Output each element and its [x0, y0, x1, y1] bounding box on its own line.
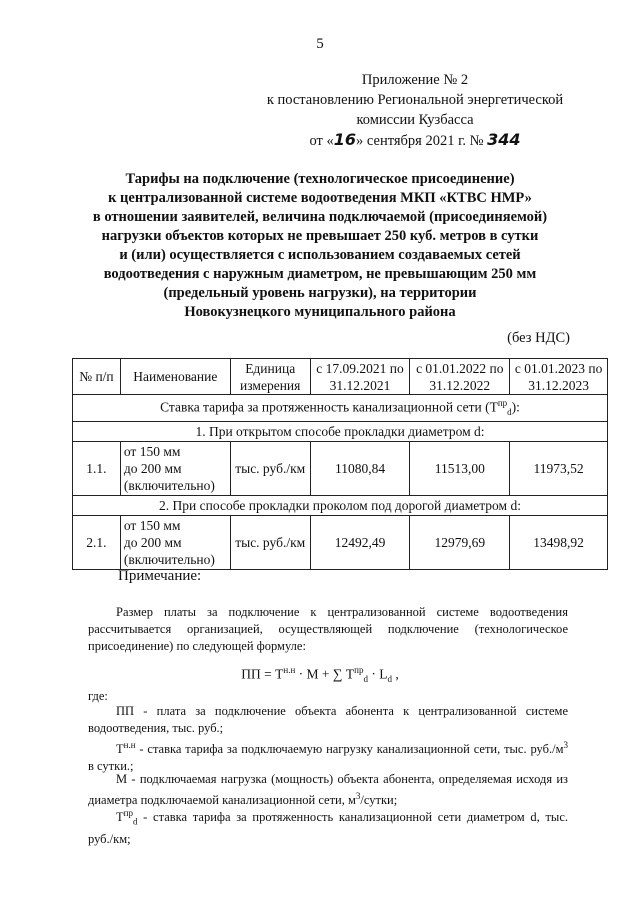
- row-num: 1.1.: [73, 442, 121, 496]
- row-num: 2.1.: [73, 516, 121, 570]
- row-name-line: до 200 мм: [123, 535, 182, 551]
- table-row: [73, 442, 608, 496]
- definition-m: [88, 771, 568, 809]
- definition-tnn: [88, 737, 568, 775]
- formula-end: · L: [367, 666, 388, 682]
- definition-text: - ставка тарифа за протяженность канализационной сети диаметром d, тыс. руб./км;: [88, 810, 568, 846]
- vat-note: (без НДС): [507, 330, 570, 346]
- row-name: [120, 442, 230, 496]
- row-name-line: до 200 мм: [123, 461, 182, 477]
- section-2-row: [73, 496, 608, 516]
- row-value-1: 11080,84: [310, 442, 410, 496]
- section-rate-row: [73, 395, 608, 422]
- formula: [0, 665, 640, 684]
- appendix-block: [250, 70, 580, 151]
- title-line: нагрузки объектов которых не превышает 250 куб. метров в сутки: [101, 228, 539, 244]
- header-num: № п/п: [73, 359, 121, 395]
- row-name-line: (включительно): [123, 552, 215, 568]
- row-name: [120, 516, 230, 570]
- header-unit: Единица измерения: [230, 359, 310, 395]
- symbol-sup: н.н: [123, 740, 136, 750]
- section-2: 2. При способе прокладки проколом под дорогой диаметром d:: [73, 496, 608, 516]
- title-line: в отношении заявителей, величина подключаемой (присоединяемой): [92, 209, 548, 225]
- section-rate-end: ):: [511, 399, 520, 415]
- appendix-title: Приложение № 2: [361, 72, 469, 88]
- note-intro: Размер платы за подключение к централизованной системе водоотведения рассчитывается организацией, осуществляющей подключение (технологическое присоединение) по следующей формуле:: [88, 605, 568, 653]
- header-period-3: с 01.01.2023 по 31.12.2023: [510, 359, 608, 395]
- appendix-commission: комиссии Кузбасса: [356, 112, 474, 128]
- section-rate-sub: d: [507, 407, 512, 418]
- appendix-reference: к постановлению Региональной энергетической: [266, 92, 564, 108]
- row-value-2: 12979,69: [410, 516, 510, 570]
- table-header-row: [73, 359, 608, 395]
- header-period-2: с 01.01.2022 по 31.12.2022: [410, 359, 510, 395]
- tariff-table: [72, 358, 608, 570]
- title-line: (предельный уровень нагрузки), на территории: [163, 285, 477, 301]
- row-value-2: 11513,00: [410, 442, 510, 496]
- date-prefix: от «: [309, 133, 334, 149]
- appendix-date: [250, 130, 580, 151]
- title-line: Тарифы на подключение (технологическое присоединение): [125, 171, 515, 187]
- formula-sub: d: [363, 674, 368, 685]
- formula-sup: н.н: [283, 665, 296, 675]
- title-line: водоотведения с наружным диаметром, не превышающим 250 мм: [103, 266, 537, 282]
- section-1: 1. При открытом способе прокладки диаметром d:: [73, 422, 608, 442]
- symbol: Т: [116, 810, 124, 825]
- definition-end: в сутки.;: [88, 759, 134, 774]
- row-name-line: от 150 мм: [123, 518, 181, 534]
- formula-left: ПП = Т: [241, 666, 284, 682]
- definition-text: М - подключаемая нагрузка (мощность) объекта абонента, определяемая исходя из диаметра подключаемой канализационной сети, м: [88, 772, 568, 808]
- definition-end: /сутки;: [360, 793, 398, 808]
- date-day: 16: [333, 130, 357, 149]
- formula-sub: d: [387, 674, 392, 685]
- title-line: к централизованной системе водоотведения МКП «КТВС НМР»: [108, 190, 532, 206]
- title-line: Новокузнецкого муниципального района: [184, 304, 456, 320]
- symbol-sup: пр: [123, 808, 133, 818]
- row-unit: тыс. руб./км: [230, 442, 310, 496]
- header-name: Наименование: [120, 359, 230, 395]
- row-name-line: (включительно): [123, 478, 215, 494]
- document-title: [70, 170, 570, 322]
- header-period-1: с 17.09.2021 по 31.12.2021: [310, 359, 410, 395]
- decree-number: 344: [487, 130, 521, 149]
- row-value-1: 12492,49: [310, 516, 410, 570]
- table-row: [73, 516, 608, 570]
- definition-td: [88, 805, 568, 848]
- row-value-3: 13498,92: [510, 516, 608, 570]
- definition-text: - ставка тарифа за подключаемую нагрузку канализационной сети, тыс. руб./м: [135, 742, 564, 757]
- section-rate-sup: пр: [497, 398, 508, 408]
- section-rate: [73, 395, 608, 422]
- exponent: 3: [355, 791, 361, 801]
- formula-tail: ,: [391, 666, 399, 682]
- title-line: и (или) осуществляется с использованием создаваемых сетей: [119, 247, 521, 263]
- symbol-sub: d: [132, 816, 138, 827]
- row-name-line: от 150 мм: [123, 444, 181, 460]
- definition-pp: ПП - плата за подключение объекта абонента к централизованной системе водоотведения, тыс. руб.;: [88, 704, 568, 735]
- formula-mid: · М + ∑ Т: [295, 666, 355, 682]
- exponent: 3: [563, 740, 568, 750]
- symbol: Т: [116, 742, 124, 757]
- date-mid: » сентября 2021 г. №: [356, 133, 484, 149]
- row-value-3: 11973,52: [510, 442, 608, 496]
- formula-sup: пр: [354, 665, 364, 675]
- page-number: 5: [316, 36, 324, 52]
- note-heading: Примечание:: [118, 568, 202, 584]
- where-label: где:: [88, 689, 108, 703]
- row-unit: тыс. руб./км: [230, 516, 310, 570]
- section-rate-text: Ставка тарифа за протяженность канализационной сети (Т: [160, 399, 498, 415]
- section-1-row: [73, 422, 608, 442]
